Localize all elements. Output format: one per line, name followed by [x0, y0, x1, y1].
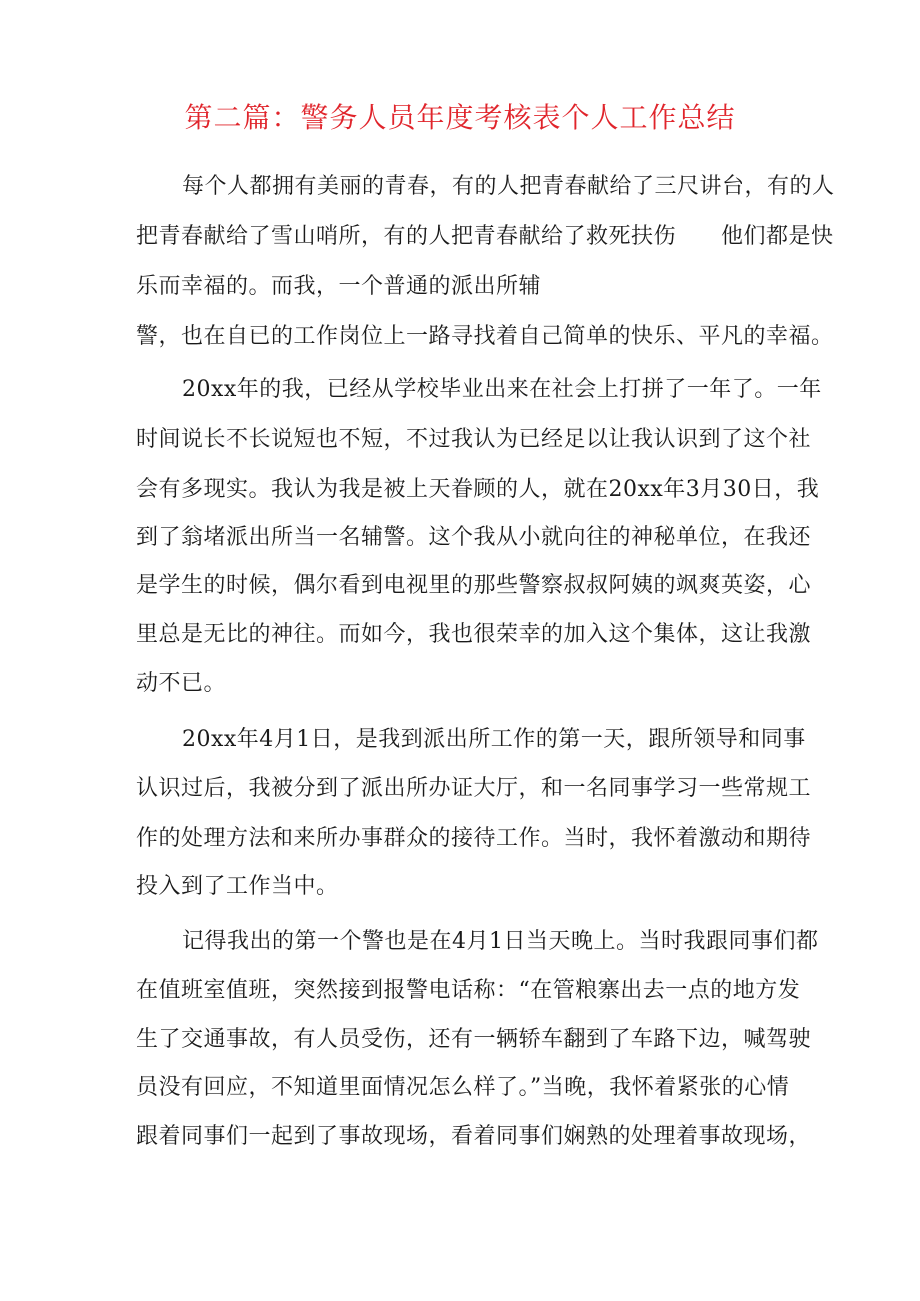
- paragraph-2-line-7: 动不已。: [136, 671, 227, 696]
- paragraph-1-line-2: 把青春献给了雪山哨所，有的人把青春献给了救死扶伤 他们都是快: [136, 224, 834, 249]
- paragraph-1-line-1: 每个人都拥有美丽的青春，有的人把青春献给了三尺讲台，有的人: [182, 174, 835, 199]
- paragraph-2-line-2: 时间说长不长说短也不短，不过我认为已经足以让我认识到了这个社: [136, 427, 812, 452]
- paragraph-3-line-3: 作的处理方法和来所办事群众的接待工作。当时，我怀着激动和期待: [136, 826, 812, 851]
- document-title: 第二篇：警务人员年度考核表个人工作总结: [184, 101, 736, 134]
- paragraph-4-line-1: 记得我出的第一个警也是在4月1日当天晚上。当时我跟同事们都: [182, 929, 819, 954]
- paragraph-4-line-2: 在值班室值班，突然接到报警电话称：“在管粮寨出去一点的地方发: [136, 978, 801, 1003]
- paragraph-4-line-3: 生了交通事故，有人员受伤，还有一辆轿车翻到了车路下边，喊驾驶: [136, 1027, 812, 1052]
- paragraph-3-line-4: 投入到了工作当中。: [136, 874, 339, 899]
- paragraph-4-line-5: 跟着同事们一起到了事故现场，看着同事们娴熟的处理着事故现场，: [136, 1124, 812, 1149]
- paragraph-1-line-4: 警，也在自已的工作岗位上一路寻找着自己简单的快乐、平凡的幸福。: [136, 324, 834, 349]
- paragraph-4-line-4: 员没有回应，不知道里面情况怎么样了。”当晚，我怀着紧张的心情: [136, 1075, 790, 1100]
- paragraph-2-line-6: 里总是无比的神往。而如今，我也很荣幸的加入这个集体，这让我激: [136, 622, 812, 647]
- paragraph-3-line-2: 认识过后，我被分到了派出所办证大厅，和一名同事学习一些常规工: [136, 776, 812, 801]
- paragraph-3-line-1: 20xx年4月1日，是我到派出所工作的第一天，跟所领导和同事: [182, 727, 806, 752]
- paragraph-2-line-4: 到了翁堵派出所当一名辅警。这个我从小就向往的神秘单位，在我还: [136, 525, 812, 550]
- paragraph-2-line-5: 是学生的时候，偶尔看到电视里的那些警察叔叔阿姨的飒爽英姿，心: [136, 573, 812, 598]
- paragraph-1-line-3: 乐而幸福的。而我，一个普通的派出所辅: [136, 274, 542, 299]
- paragraph-2-line-3: 会有多现实。我认为我是被上天眷顾的人，就在20xx年3月30日，我: [136, 477, 820, 502]
- paragraph-2-line-1: 20xx年的我，已经从学校毕业出来在社会上打拼了一年了。一年: [182, 377, 822, 402]
